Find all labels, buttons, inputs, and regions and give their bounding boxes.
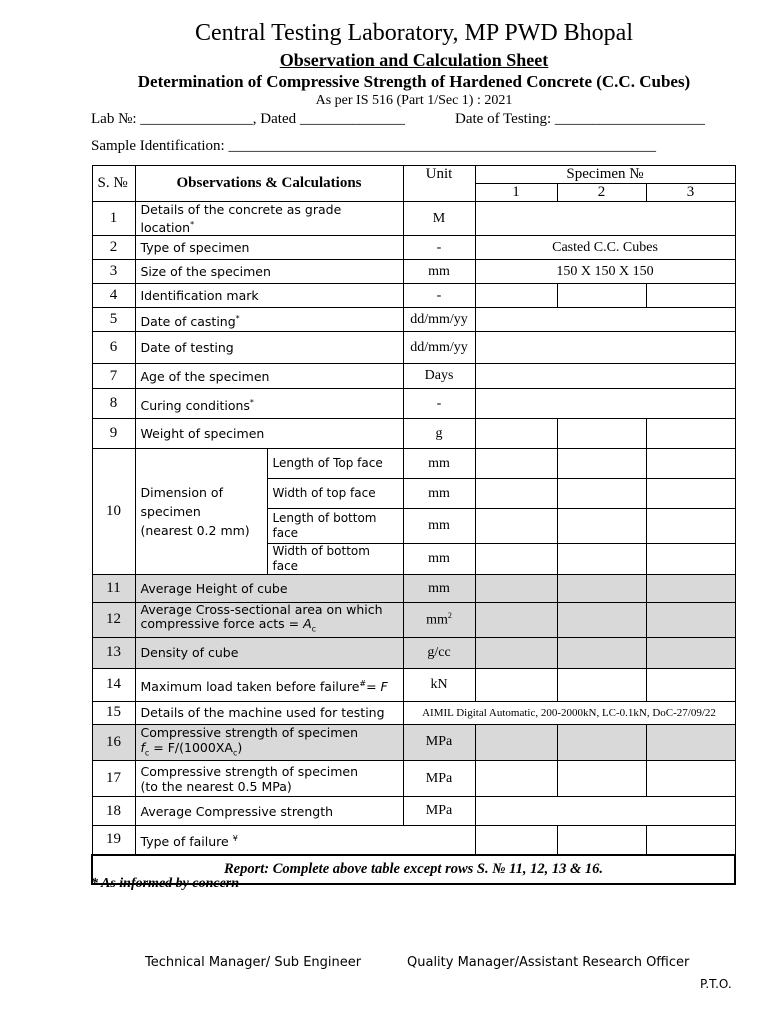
table-row xyxy=(92,761,735,797)
row-number: 4 xyxy=(92,284,135,308)
row-label: Size of the specimen xyxy=(135,260,403,284)
average-strength-cell[interactable] xyxy=(475,797,735,826)
table-row xyxy=(92,389,735,419)
table-row xyxy=(92,724,735,761)
row-unit: mm xyxy=(403,509,475,544)
testing-date-cell[interactable] xyxy=(475,332,735,364)
specimen-3-cell[interactable] xyxy=(646,575,735,603)
row-unit: - xyxy=(403,389,475,419)
specimen-3-cell[interactable] xyxy=(646,826,735,855)
specimen-2-cell[interactable] xyxy=(557,449,646,479)
specimen-2-cell[interactable] xyxy=(557,724,646,761)
specimen-1-cell[interactable] xyxy=(475,419,557,449)
row-label: Age of the specimen xyxy=(135,364,403,389)
table-row xyxy=(92,637,735,668)
table-row xyxy=(92,826,735,855)
row-number: 10 xyxy=(92,449,135,575)
row-number: 16 xyxy=(92,724,135,761)
header-specimen: Specimen № xyxy=(475,166,735,184)
dimension-label: Dimension of specimen (nearest 0.2 mm) xyxy=(135,449,267,575)
specimen-2-cell[interactable] xyxy=(557,668,646,701)
specimen-3-cell[interactable] xyxy=(646,761,735,797)
table-header-row xyxy=(92,166,735,184)
specimen-2-cell[interactable] xyxy=(557,575,646,603)
row-unit: mm xyxy=(403,479,475,509)
specimen-type-value: Casted C.C. Cubes xyxy=(475,236,735,260)
informed-note: * As informed by concern xyxy=(91,876,240,891)
specimen-1-cell[interactable] xyxy=(475,284,557,308)
specimen-1-cell[interactable] xyxy=(475,724,557,761)
specimen-1-cell[interactable] xyxy=(475,544,557,575)
row-unit: dd/mm/yy xyxy=(403,308,475,332)
row-label: Weight of specimen xyxy=(135,419,403,449)
table-row xyxy=(92,575,735,603)
signature-technical-manager: Technical Manager/ Sub Engineer xyxy=(145,955,362,970)
specimen-3-cell[interactable] xyxy=(646,724,735,761)
table-row xyxy=(92,419,735,449)
header-unit: Unit xyxy=(403,166,475,202)
specimen-2-cell[interactable] xyxy=(557,509,646,544)
table-row xyxy=(92,797,735,826)
row-unit: g xyxy=(403,419,475,449)
specimen-3-cell[interactable] xyxy=(646,544,735,575)
table-row xyxy=(92,449,735,479)
specimen-1-cell[interactable] xyxy=(475,479,557,509)
specimen-2-header: 2 xyxy=(557,184,646,202)
row-unit: mm xyxy=(403,260,475,284)
row-number: 17 xyxy=(92,761,135,797)
dimension-sub-label: Width of top face xyxy=(267,479,403,509)
lab-no-field[interactable]: Lab №: _______________, Dated ______________ xyxy=(91,111,405,127)
row-number: 14 xyxy=(92,668,135,701)
row-unit: mm xyxy=(403,449,475,479)
specimen-3-cell[interactable] xyxy=(646,284,735,308)
specimen-1-cell[interactable] xyxy=(475,509,557,544)
row-label: Density of cube xyxy=(135,637,403,668)
table-row xyxy=(92,332,735,364)
specimen-3-cell[interactable] xyxy=(646,668,735,701)
row-unit: g/cc xyxy=(403,637,475,668)
test-title: Determination of Compressive Strength of Hardened Concrete (C.C. Cubes) xyxy=(137,72,691,91)
row-number: 12 xyxy=(92,603,135,638)
row-number: 3 xyxy=(92,260,135,284)
casting-date-cell[interactable] xyxy=(475,308,735,332)
lab-name: Central Testing Laboratory, MP PWD Bhopal xyxy=(194,20,634,46)
machine-details-value: AIMIL Digital Automatic, 200-2000kN, LC-0.1kN, DoC-27/09/22 xyxy=(403,701,735,724)
row-label: Type of specimen xyxy=(135,236,403,260)
specimen-3-cell[interactable] xyxy=(646,637,735,668)
row-unit: MPa xyxy=(403,761,475,797)
table-row xyxy=(92,236,735,260)
specimen-2-cell[interactable] xyxy=(557,603,646,638)
signature-quality-manager: Quality Manager/Assistant Research Officer xyxy=(407,955,690,970)
row-number: 8 xyxy=(92,389,135,419)
row-label: Details of the concrete as grade location* xyxy=(135,202,403,236)
header-observations: Observations & Calculations xyxy=(135,166,403,202)
row-unit: kN xyxy=(403,668,475,701)
row-number: 9 xyxy=(92,419,135,449)
specimen-size-value: 150 X 150 X 150 xyxy=(475,260,735,284)
row-label: Average Height of cube xyxy=(135,575,403,603)
row-number: 2 xyxy=(92,236,135,260)
dimension-sub-label: Length of bottom face xyxy=(267,509,403,544)
row-number: 6 xyxy=(92,332,135,364)
specimen-3-header: 3 xyxy=(646,184,735,202)
specimen-1-header: 1 xyxy=(475,184,557,202)
row-label: Average Cross-sectional area on which compressive force acts = $A_c$ xyxy=(135,603,403,638)
pto-label: P.T.O. xyxy=(700,977,732,991)
table-row xyxy=(92,308,735,332)
row-number: 15 xyxy=(92,701,135,724)
row-number: 11 xyxy=(92,575,135,603)
curing-conditions-cell[interactable] xyxy=(475,389,735,419)
table-row xyxy=(92,260,735,284)
row-unit: - xyxy=(403,284,475,308)
date-of-testing-field[interactable]: Date of Testing: ____________________ xyxy=(455,111,705,127)
specimen-2-cell[interactable] xyxy=(557,479,646,509)
table-row xyxy=(92,284,735,308)
row-unit: MPa xyxy=(403,724,475,761)
specimen-3-cell[interactable] xyxy=(646,479,735,509)
table-row xyxy=(92,364,735,389)
specimen-1-cell[interactable] xyxy=(475,637,557,668)
row-label: Details of the machine used for testing xyxy=(135,701,403,724)
specimen-2-cell[interactable] xyxy=(557,284,646,308)
row-label: Curing conditions* xyxy=(135,389,403,419)
row-number: 7 xyxy=(92,364,135,389)
table-row xyxy=(92,202,735,236)
specimen-1-cell[interactable] xyxy=(475,826,557,855)
row-label: Compressive strength of specimen $f_c = F/(1000XA_c)$ xyxy=(135,724,403,761)
row-unit: mm xyxy=(403,575,475,603)
specimen-2-cell[interactable] xyxy=(557,419,646,449)
age-cell[interactable] xyxy=(475,364,735,389)
sample-identification-field[interactable]: Sample Identification: _________________________________________________________ xyxy=(91,138,656,154)
specimen-2-cell[interactable] xyxy=(557,826,646,855)
row-number: 18 xyxy=(92,797,135,826)
report-note: Report: Complete above table except rows S. № 11, 12, 13 & 16. xyxy=(92,855,735,884)
row-unit: M xyxy=(403,202,475,236)
row-label: Average Compressive strength xyxy=(135,797,403,826)
row-label: Date of testing xyxy=(135,332,403,364)
sheet-title: Observation and Calculation Sheet xyxy=(279,50,549,70)
specimen-3-cell[interactable] xyxy=(646,449,735,479)
specimen-1-cell[interactable] xyxy=(475,575,557,603)
concrete-details-cell[interactable] xyxy=(475,202,735,236)
row-unit: mm xyxy=(403,544,475,575)
row-number: 1 xyxy=(92,202,135,236)
row-number: 13 xyxy=(92,637,135,668)
table-row xyxy=(92,701,735,724)
specimen-1-cell[interactable] xyxy=(475,603,557,638)
row-unit: - xyxy=(403,236,475,260)
observation-table xyxy=(91,165,736,885)
row-label: Identification mark xyxy=(135,284,403,308)
dimension-sub-label: Width of bottom face xyxy=(267,544,403,575)
specimen-1-cell[interactable] xyxy=(475,668,557,701)
specimen-3-cell[interactable] xyxy=(646,509,735,544)
row-number: 19 xyxy=(92,826,135,855)
header-sno: S. № xyxy=(92,166,135,202)
row-label: Maximum load taken before failure#= F xyxy=(135,668,403,701)
specimen-2-cell[interactable] xyxy=(557,637,646,668)
specimen-2-cell[interactable] xyxy=(557,544,646,575)
row-label: Date of casting* xyxy=(135,308,403,332)
row-unit: Days xyxy=(403,364,475,389)
specimen-1-cell[interactable] xyxy=(475,449,557,479)
dimension-sub-label: Length of Top face xyxy=(267,449,403,479)
row-unit: dd/mm/yy xyxy=(403,332,475,364)
table-row xyxy=(92,668,735,701)
row-number: 5 xyxy=(92,308,135,332)
specimen-1-cell[interactable] xyxy=(475,761,557,797)
standard-reference: As per IS 516 (Part 1/Sec 1) : 2021 xyxy=(315,93,513,108)
row-unit: $mm^2$ xyxy=(403,603,475,638)
specimen-3-cell[interactable] xyxy=(646,603,735,638)
row-label: Compressive strength of specimen (to the nearest 0.5 MPa) xyxy=(135,761,403,797)
specimen-2-cell[interactable] xyxy=(557,761,646,797)
row-label: Type of failure ¥ xyxy=(135,826,475,855)
specimen-3-cell[interactable] xyxy=(646,419,735,449)
row-unit: MPa xyxy=(403,797,475,826)
table-row xyxy=(92,603,735,638)
